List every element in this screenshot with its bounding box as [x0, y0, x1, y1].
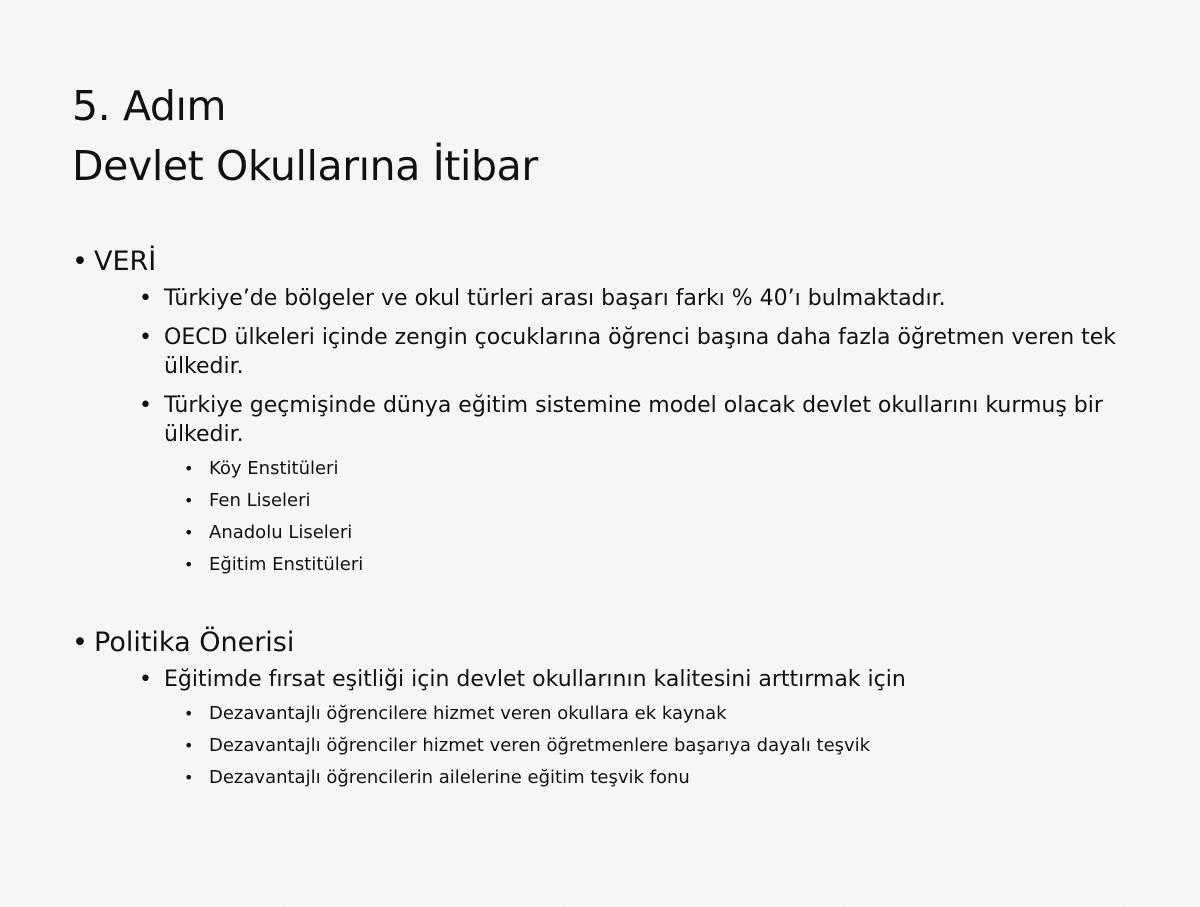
section-heading: Politika Önerisi	[94, 627, 295, 658]
subitem-text: Köy Enstitüleri	[209, 458, 339, 479]
bullet-icon: •	[139, 393, 152, 418]
subitem-text: Dezavantajlı öğrencilere hizmet veren okullara ek kaynak	[209, 703, 727, 724]
bullet-icon: •	[139, 325, 152, 350]
slide-title	[72, 78, 538, 194]
subitem-text: Dezavantajlı öğrenciler hizmet veren öğretmenlere başarıya dayalı teşvik	[209, 735, 871, 756]
subitem-text: Anadolu Liseleri	[209, 522, 353, 543]
title-topic: Devlet Okullarına İtibar	[72, 142, 538, 190]
bullet-icon: •	[184, 768, 194, 787]
list-item	[139, 323, 1132, 381]
section-items	[94, 284, 1132, 581]
bullet-icon: •	[72, 246, 88, 277]
title-step: 5. Adım	[72, 82, 227, 130]
bullet-icon: •	[139, 667, 152, 692]
item-text: OECD ülkeleri içinde zengin çocuklarına öğrenci başına daha fazla öğretmen veren tek ülkedir.	[164, 325, 1117, 379]
subitem-text: Dezavantajlı öğrencilerin ailelerine eğitim teşvik fonu	[209, 767, 690, 788]
subitem-list	[164, 698, 1132, 794]
section-list	[72, 242, 1132, 794]
sub-list-item	[184, 453, 1132, 485]
sub-list-item	[184, 698, 1132, 730]
sub-list-item	[184, 730, 1132, 762]
bullet-icon: •	[184, 491, 194, 510]
list-item	[139, 284, 1132, 313]
sub-list-item	[184, 762, 1132, 794]
item-text: Türkiye geçmişinde dünya eğitim sistemine model olacak devlet okullarını kurmuş bir ülkedir.	[164, 393, 1103, 447]
sub-list-item	[184, 517, 1132, 549]
item-text: Türkiye’de bölgeler ve okul türleri arası başarı farkı % 40’ı bulmaktadır.	[164, 286, 946, 311]
slide-content	[72, 242, 1132, 804]
list-item	[139, 391, 1132, 581]
sub-list-item	[184, 485, 1132, 517]
bullet-icon: •	[139, 286, 152, 311]
bullet-icon: •	[184, 555, 194, 574]
bullet-icon: •	[72, 627, 88, 658]
list-item	[139, 665, 1132, 794]
section-veri	[72, 242, 1132, 581]
subitem-list	[164, 453, 1132, 581]
bullet-icon: •	[184, 523, 194, 542]
bullet-icon: •	[184, 736, 194, 755]
sub-list-item	[184, 549, 1132, 581]
section-heading: VERİ	[94, 246, 157, 277]
section-items	[94, 665, 1132, 794]
item-text: Eğitimde fırsat eşitliği için devlet okullarının kalitesini arttırmak için	[164, 667, 906, 692]
bullet-icon: •	[184, 459, 194, 478]
section-politika-onerisi	[72, 623, 1132, 794]
subitem-text: Eğitim Enstitüleri	[209, 554, 364, 575]
bullet-icon: •	[184, 704, 194, 723]
subitem-text: Fen Liseleri	[209, 490, 311, 511]
